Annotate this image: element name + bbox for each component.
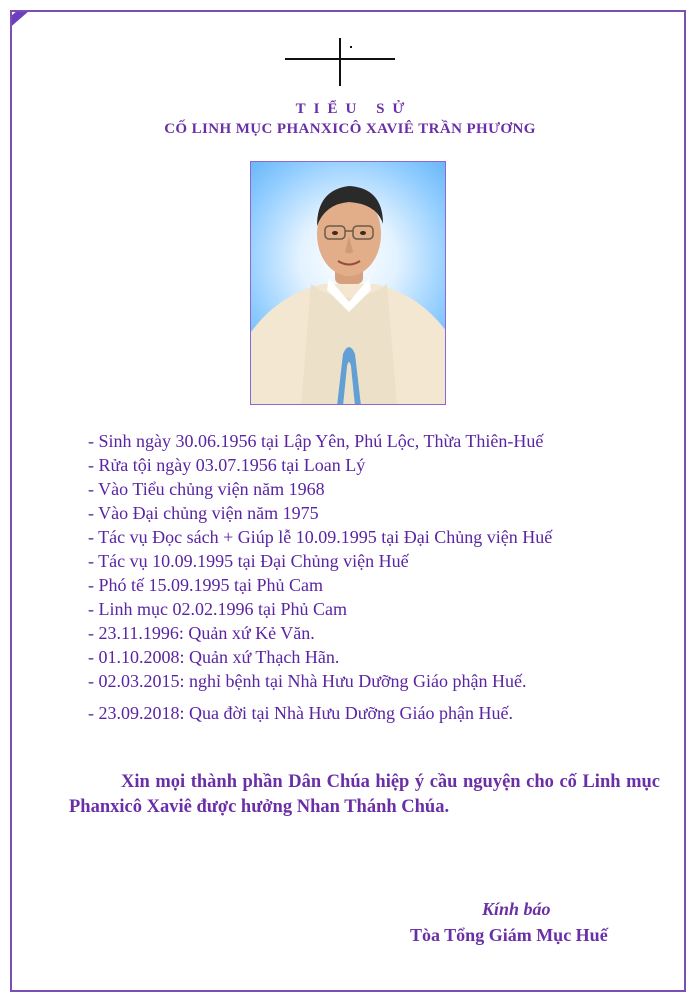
mourning-ribbon xyxy=(10,10,181,82)
prayer-appeal: Xin mọi thành phần Dân Chúa hiệp ý cầu nguyện cho cố Linh mục Phanxicô Xaviê được hưởng Nhan Thánh Chúa. xyxy=(69,772,660,817)
list-item: - Linh mục 02.02.1996 tại Phủ Cam xyxy=(88,599,347,619)
signoff xyxy=(410,896,650,948)
list-item: - 23.11.1996: Quản xứ Kẻ Văn. xyxy=(88,623,315,643)
list-item: - Rửa tội ngày 03.07.1956 tại Loan Lý xyxy=(88,455,366,475)
list-item: - Phó tế 15.09.1995 tại Phủ Cam xyxy=(88,575,323,595)
biography-list xyxy=(88,429,552,725)
list-item: - 23.09.2018: Qua đời tại Nhà Hưu Dưỡng Giáo phận Huế. xyxy=(88,703,513,723)
list-item: - Sinh ngày 30.06.1956 tại Lập Yên, Phú Lộc, Thừa Thiên-Huế xyxy=(88,431,544,451)
cross-icon xyxy=(285,38,395,88)
signoff-greeting: Kính báo xyxy=(482,899,551,919)
page-title: TIỂU SỬ xyxy=(295,101,413,117)
list-item: - Vào Đại chủng viện năm 1975 xyxy=(88,503,319,523)
list-item: - 01.10.2008: Quản xứ Thạch Hãn. xyxy=(88,647,340,667)
list-item: - 02.03.2015: nghỉ bệnh tại Nhà Hưu Dưỡng Giáo phận Huế. xyxy=(88,671,527,691)
list-item: - Tác vụ 10.09.1995 tại Đại Chủng viện Huế xyxy=(88,551,409,571)
priest-portrait xyxy=(250,161,446,405)
page-subtitle: CỐ LINH MỤC PHANXICÔ XAVIÊ TRẦN PHƯƠNG xyxy=(164,121,536,137)
list-item: - Vào Tiểu chủng viện năm 1968 xyxy=(88,479,325,499)
signoff-signature: Tòa Tổng Giám Mục Huế xyxy=(410,925,608,945)
list-item: - Tác vụ Đọc sách + Giúp lễ 10.09.1995 tại Đại Chủng viện Huế xyxy=(88,527,553,547)
